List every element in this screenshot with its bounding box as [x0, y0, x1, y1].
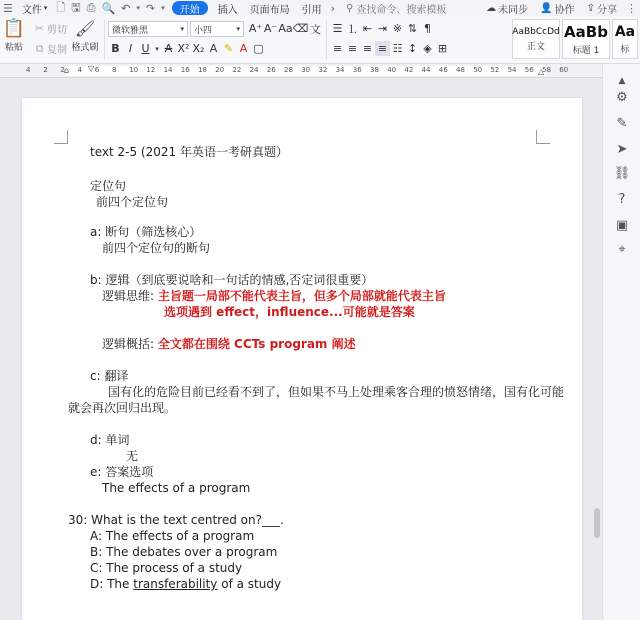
sync-status-label: 未同步 — [498, 4, 529, 16]
location-icon[interactable]: ⌖ — [618, 241, 626, 257]
underline-icon[interactable]: U — [141, 42, 150, 55]
doc-c-text2: 就会再次回归出现。 — [68, 401, 177, 415]
ruler-number: 14 — [163, 66, 173, 74]
style-normal-name: 正文 — [526, 41, 545, 52]
command-search-placeholder: 查找命令、搜索模板 — [356, 4, 447, 16]
chevron-down-icon: ▾ — [180, 25, 184, 33]
doc-question: 30: What is the text centred on?___. — [68, 513, 284, 527]
char-border-icon[interactable]: ▢ — [253, 42, 264, 55]
ruler-number: 36 — [352, 66, 362, 74]
pencil-icon[interactable]: ✎ — [616, 115, 628, 131]
ruler-number: 52 — [490, 66, 500, 74]
collapse-panel-icon[interactable]: ▲ — [618, 76, 626, 86]
ruler-number: 22 — [232, 66, 242, 74]
menu-file[interactable] — [16, 1, 54, 16]
ruler-number: 18 — [198, 66, 207, 74]
margin-corner-mark — [54, 130, 68, 144]
clipboard-icon: 📋 — [2, 18, 26, 39]
right-indent-icon[interactable]: △ — [538, 67, 545, 76]
scissors-icon: ✂ — [34, 22, 45, 35]
save-icon[interactable]: 🖫 — [71, 0, 81, 14]
shrink-font-icon[interactable]: A⁻ — [263, 22, 278, 35]
help-icon[interactable]: ? — [618, 191, 626, 207]
clear-format-icon[interactable]: ⌫ — [292, 22, 309, 35]
hamburger-menu-icon[interactable]: ☰ — [3, 1, 13, 15]
font-color-icon[interactable]: A — [239, 42, 248, 55]
cloud-icon: ☁ — [486, 2, 497, 14]
align-right-icon[interactable]: ≡ — [362, 42, 373, 55]
doc-b-logic — [102, 288, 446, 304]
subscript-icon[interactable]: X₂ — [192, 42, 205, 55]
document-area — [0, 78, 602, 620]
search-icon: ⚲ — [346, 2, 354, 14]
doc-a-text: 前四个定位句的断句 — [102, 241, 211, 255]
doc-locate-text: 前四个定位句 — [96, 195, 169, 209]
doc-b-logic-red1: 主旨题一局部不能代表主旨，但多个局部就能代表主旨 — [157, 289, 446, 303]
brush-icon: 🖌 — [74, 19, 96, 38]
ruler-number: 40 — [387, 66, 397, 74]
doc-b-summary — [102, 336, 356, 352]
margin-corner-mark — [536, 130, 550, 144]
undo-dropdown-icon[interactable]: ▾ — [136, 4, 140, 12]
italic-icon[interactable]: I — [128, 42, 133, 55]
line-spacing-icon[interactable]: ↕ — [407, 42, 418, 55]
horizontal-ruler[interactable] — [0, 64, 602, 78]
styles-gallery — [512, 19, 640, 61]
ruler-number: 10 — [129, 66, 139, 74]
numbering-icon[interactable]: ⒈ — [347, 22, 358, 36]
chinese-layout-icon[interactable]: ※ — [392, 22, 403, 35]
chevron-down-icon: ▾ — [236, 25, 240, 33]
ruler-number: 30 — [301, 66, 311, 74]
collab-label: 协作 — [554, 4, 575, 16]
cut-label: 剪切 — [47, 25, 67, 36]
doc-b-summary-label: 逻辑概括: — [102, 337, 155, 351]
shading-icon[interactable]: ◈ — [423, 42, 432, 55]
copy-button[interactable] — [32, 41, 67, 56]
tab-start[interactable]: 开始 — [172, 1, 208, 15]
side-panel — [602, 64, 640, 620]
redo-dropdown-icon[interactable]: ▾ — [161, 4, 165, 12]
doc-b-logic-red2: 选项遇到 effect，influence...可能就是答案 — [164, 305, 415, 319]
align-left-icon[interactable]: ≡ — [332, 42, 343, 55]
highlight-icon[interactable]: ✎ — [223, 42, 234, 55]
more-tabs-icon[interactable]: › — [330, 1, 336, 15]
document-page[interactable] — [22, 98, 582, 620]
doc-d-label: d: 单词 — [90, 433, 130, 447]
ruler-number: 58 — [542, 66, 551, 74]
ruler-number: 46 — [438, 66, 448, 74]
ruler-number: 8 — [112, 66, 117, 74]
doc-option-a: A: The effects of a program — [90, 529, 255, 543]
doc-option-d-suffix: of a study — [217, 577, 282, 591]
ruler-number: 12 — [146, 66, 156, 74]
cut-button[interactable] — [32, 21, 67, 36]
style-normal-preview: AaBbCcDd — [512, 26, 560, 37]
menu-file-label: 文件 — [21, 4, 42, 16]
style-heading-1-preview: AaBb — [564, 22, 608, 41]
ruler-number: 24 — [249, 66, 259, 74]
grow-font-icon[interactable]: A⁺ — [248, 22, 263, 35]
print-icon[interactable]: ⎙ — [86, 1, 96, 14]
doc-b-summary-red: 全文都在围绕 CCTs program 阐述 — [157, 337, 356, 351]
ruler-number: 54 — [507, 66, 517, 74]
tab-references[interactable]: 引用 — [301, 4, 322, 16]
doc-option-d — [90, 576, 281, 592]
doc-option-d-prefix: D: The — [90, 577, 134, 591]
font-name-value: 微软雅黑 — [112, 25, 149, 36]
ruler-number: 38 — [370, 66, 379, 74]
doc-option-c: C: The process of a study — [90, 561, 243, 575]
ruler-number: 28 — [284, 66, 293, 74]
ruler-number: 16 — [180, 66, 190, 74]
copy-icon: ⧉ — [35, 41, 44, 55]
ribbon-toolbar — [0, 16, 640, 64]
style-heading-1-name: 标题 1 — [572, 45, 600, 56]
link-icon[interactable]: ⛓ — [613, 165, 631, 181]
indent-marker-icon[interactable]: ⌂ — [64, 66, 70, 75]
print-preview-icon[interactable]: 🔍 — [101, 1, 116, 15]
sync-status-button[interactable] — [480, 1, 534, 16]
ruler-number: 4 — [26, 66, 31, 74]
increase-indent-icon[interactable]: ⇥ — [377, 22, 388, 35]
font-size-value: 小四 — [194, 25, 213, 36]
ruler-number: 50 — [473, 66, 483, 74]
doc-b-label: b: 逻辑（到底要说啥和一句话的情感,否定词很重要） — [90, 273, 374, 287]
justify-icon[interactable]: ≡ — [375, 41, 390, 56]
vertical-scrollbar[interactable] — [592, 78, 602, 620]
ruler-number: 2 — [60, 66, 65, 74]
style-heading-2-name: 标 — [620, 44, 630, 55]
text-effect-icon[interactable]: A — [209, 42, 218, 55]
ruler-number: 4 — [77, 66, 83, 74]
format-painter-label: 格式刷 — [71, 43, 99, 53]
ruler-number: 20 — [215, 66, 225, 74]
tab-insert[interactable]: 插入 — [217, 4, 238, 16]
show-marks-icon[interactable]: ¶ — [424, 22, 431, 35]
bullets-icon[interactable]: ☰ — [332, 22, 343, 35]
doc-option-b: B: The debates over a program — [90, 545, 278, 559]
bold-icon[interactable]: B — [111, 42, 120, 55]
share-icon: ⇪ — [586, 2, 595, 14]
ruler-number: 56 — [524, 66, 534, 74]
doc-b-logic-label: 逻辑思维: — [102, 289, 155, 303]
share-doc-icon[interactable]: ▣ — [615, 217, 629, 233]
pinyin-icon[interactable]: 文 — [310, 22, 321, 36]
hanging-indent-icon[interactable]: ▽ — [88, 64, 95, 73]
ruler-number: 48 — [456, 66, 465, 74]
doc-title: text 2-5 (2021 年英语一考研真题） — [90, 145, 288, 159]
doc-d-text: 无 — [126, 449, 139, 463]
sort-icon[interactable]: ⇅ — [407, 22, 418, 35]
borders-icon[interactable]: ⊞ — [437, 42, 448, 55]
ruler-number: 44 — [421, 66, 431, 74]
more-menu-icon[interactable]: ⋮ — [626, 1, 637, 15]
ruler-number: 42 — [404, 66, 414, 74]
pointer-icon[interactable]: ➤ — [616, 141, 628, 157]
share-label: 分享 — [597, 4, 617, 16]
share-button[interactable] — [581, 1, 623, 16]
ruler-number: 6 — [94, 66, 100, 74]
ruler-number: 2 — [43, 66, 48, 74]
font-name-select[interactable] — [108, 21, 188, 37]
style-normal[interactable] — [512, 19, 560, 59]
new-doc-icon[interactable]: 🗋 — [56, 0, 66, 14]
undo-icon[interactable]: ↶ — [121, 1, 131, 15]
command-search[interactable] — [338, 1, 454, 16]
chevron-down-icon: ▾ — [43, 4, 48, 12]
ruler-number: 32 — [318, 66, 328, 74]
style-heading-2[interactable] — [612, 19, 638, 59]
ruler-number: 34 — [335, 66, 345, 74]
doc-e-text: The effects of a program — [102, 481, 251, 495]
menu-bar — [0, 0, 640, 16]
style-heading-2-preview: Aa — [614, 23, 636, 40]
format-painter-button[interactable] — [70, 19, 100, 53]
doc-c-text1: 国有化的危险目前已经看不到了，但如果不马上处理乘客合理的愤怒情绪，国有化可能 — [108, 385, 565, 399]
paste-label: 粘贴 — [4, 43, 23, 53]
doc-c-label: c: 翻译 — [90, 369, 129, 383]
redo-icon[interactable]: ↷ — [145, 1, 156, 15]
doc-a-label: a: 断句（筛选核心） — [90, 225, 202, 239]
underline-dropdown-icon[interactable]: ▾ — [155, 44, 159, 53]
distributed-icon[interactable]: ☷ — [392, 42, 403, 55]
doc-option-d-underlined: transferability — [133, 577, 218, 591]
strikethrough-icon[interactable]: A — [164, 42, 173, 55]
align-center-icon[interactable]: ≡ — [347, 42, 358, 55]
change-case-icon[interactable]: Aa — [278, 22, 293, 35]
ruler-number: 60 — [559, 66, 569, 74]
paste-button[interactable] — [2, 18, 26, 53]
superscript-icon[interactable]: X² — [177, 42, 190, 55]
collab-button[interactable] — [534, 1, 580, 16]
tab-page-layout[interactable]: 页面布局 — [249, 4, 290, 16]
ruler-number: 26 — [266, 66, 276, 74]
adjust-icon[interactable]: ⚙ — [616, 89, 628, 105]
user-icon: 👤 — [540, 2, 553, 14]
scrollbar-thumb[interactable] — [594, 508, 600, 538]
doc-e-label: e: 答案选项 — [90, 465, 154, 479]
doc-locate-heading: 定位句 — [90, 179, 127, 193]
style-heading-1[interactable] — [562, 19, 610, 59]
font-size-select[interactable] — [190, 21, 244, 37]
decrease-indent-icon[interactable]: ⇤ — [362, 22, 373, 35]
copy-label: 复制 — [47, 45, 67, 56]
